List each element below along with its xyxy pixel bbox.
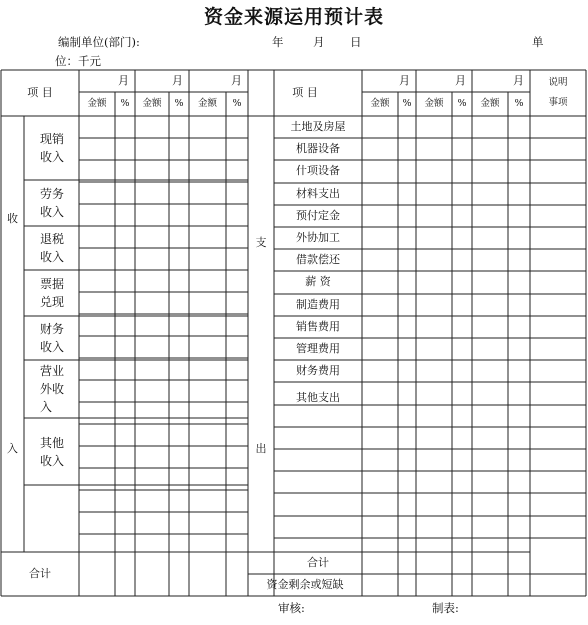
- expense-item-label: 外协加工: [296, 231, 340, 244]
- year-label: 年: [272, 35, 284, 49]
- month-header: 月: [231, 74, 242, 87]
- income-group-label: 收: [7, 212, 18, 225]
- item-label-line: 其他: [40, 435, 65, 450]
- income-item-label: [40, 180, 79, 226]
- income-item-label: [40, 418, 79, 485]
- percent-header: %: [232, 98, 242, 109]
- review-label: 审核:: [278, 601, 305, 615]
- income-item-label: [40, 360, 79, 418]
- month-label: 月: [313, 35, 325, 49]
- page-title: 资金来源运用预计表: [203, 6, 384, 28]
- expense-item-label: 借款偿还: [296, 253, 340, 267]
- income-item-label: [40, 316, 79, 360]
- amount-header: 金额: [370, 98, 390, 109]
- item-label-line: 退税: [40, 232, 65, 246]
- income-item-label: [40, 116, 79, 180]
- fund-surplus-label: 资金剩余或短缺: [266, 578, 344, 591]
- unit-label-start: 单: [532, 35, 544, 49]
- income-item-label: [40, 270, 79, 316]
- expense-item-label: 销售费用: [296, 319, 340, 333]
- item-label-line: 兑现: [40, 295, 65, 309]
- notes-header: 说明: [548, 77, 568, 88]
- day-label: 日: [350, 35, 362, 49]
- month-header: 月: [118, 74, 129, 87]
- expense-item-label: 预付定金: [296, 208, 340, 222]
- item-label-line: 收入: [40, 250, 65, 264]
- month-header: 月: [399, 74, 410, 87]
- month-header: 月: [513, 74, 524, 87]
- item-label-line: 外收: [40, 382, 65, 396]
- item-label-line: 收入: [40, 205, 65, 219]
- item-label-line: 财务: [40, 322, 65, 336]
- prepared-unit-label: 编制单位(部门):: [58, 35, 140, 49]
- amount-header: 金额: [424, 98, 444, 109]
- month-header: 月: [455, 74, 466, 87]
- item-label-line: 入: [40, 400, 53, 414]
- item-label-line: 劳务: [40, 187, 65, 201]
- item-label-line: 营业: [40, 364, 65, 378]
- unit-value: 位：千元: [55, 54, 101, 68]
- amount-header: 金额: [142, 98, 162, 109]
- right-total-label: 合计: [307, 556, 329, 569]
- item-label-line: 现销: [40, 132, 65, 146]
- left-item-header: 项 目: [27, 86, 53, 99]
- percent-header: %: [402, 98, 412, 109]
- amount-header: 金额: [197, 98, 217, 109]
- item-label-line: 收入: [40, 150, 65, 164]
- right-item-header: 项 目: [292, 86, 318, 99]
- item-label-line: 收入: [40, 453, 65, 468]
- expense-group-label: 出: [255, 442, 267, 455]
- expense-group-label: 支: [255, 236, 267, 249]
- expense-item-label: 什项设备: [296, 164, 340, 178]
- expense-item-label: 财务费用: [296, 364, 340, 378]
- percent-header: %: [120, 98, 130, 109]
- expense-item-label: 制造费用: [296, 297, 340, 311]
- expense-item-label: 薪 资: [305, 275, 331, 289]
- income-group-label: 入: [7, 442, 18, 455]
- notes-header: 事项: [548, 97, 568, 108]
- item-label-line: 收入: [40, 340, 65, 354]
- expense-item-label: 其他支出: [296, 391, 340, 405]
- expense-item-label: 材料支出: [296, 186, 340, 200]
- month-header: 月: [172, 74, 183, 87]
- percent-header: %: [174, 98, 184, 109]
- expense-item-label: 土地及房屋: [290, 120, 346, 133]
- prepared-by-label: 制表:: [432, 601, 459, 615]
- income-item-label: [40, 226, 79, 270]
- expense-item-label: 机器设备: [296, 142, 340, 156]
- left-total-label: 合计: [29, 567, 51, 580]
- percent-header: %: [514, 98, 524, 109]
- item-label-line: 票据: [40, 277, 65, 291]
- expense-item-label: 管理费用: [296, 342, 340, 355]
- percent-header: %: [457, 98, 467, 109]
- amount-header: 金额: [87, 98, 107, 109]
- amount-header: 金额: [480, 98, 500, 109]
